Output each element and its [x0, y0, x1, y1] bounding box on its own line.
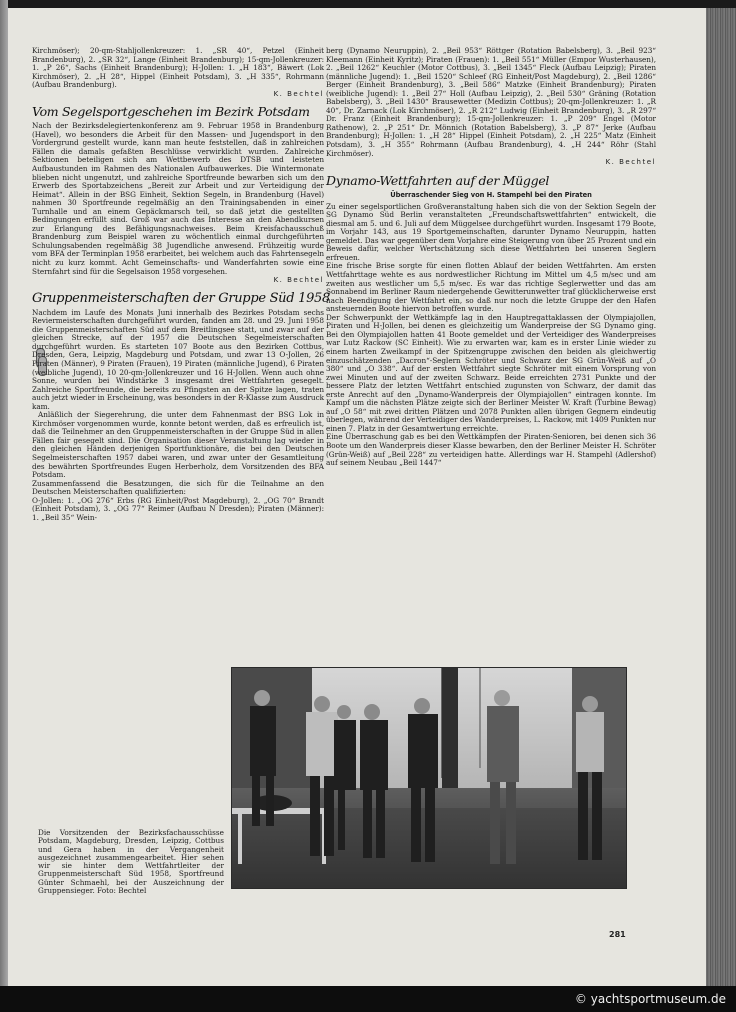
left-column [32, 46, 330, 522]
page-number: 281 [609, 930, 626, 939]
article1-signature: K. Bechtel [273, 276, 324, 285]
watermark: © yachtsportmuseum.de [574, 992, 726, 1006]
article3-para2: Eine frische Brise sorgte für einen flotten Ablauf der beiden Wettfahrten. Am ersten Wettfahrttage wehte es aus nordwestlicher Richtung im Mittel um 4,5 m/sec und am zweiten aus westlicher um 5,5 m/sec. Es war das richtige Seglerwetter und das am Sonnabend im Berliner Raum niedergehende Gewitterunwetter traf glücklicherweise erst nach Beendigung der Wettfahrt ein, so daß nur noch die letzte Gruppe der den Hafen ansteuernden Boote hiervon betroffen wurde. [326, 261, 656, 314]
article3-para3: Der Schwerpunkt der Wettkämpfe lag in den Hauptregattaklassen der Olympiajollen, Piraten und H-Jollen, bei denen es gleichzeitig um Wanderpreise der SG Dynamo ging. Bei den Olympiajollen hatten 41 Boote gemeldet und der Verteidiger des Wanderpreises war Lutz Rackow (SC Einheit). Wie zu erwarten war, kam es in erster Linie wieder zu einem harten Zweikampf in der Spitzengruppe zwischen den beiden als gleichwertig einzuschätzenden „Dacron“-Seglern Schröter und Schwarz der SG Grün-Weiß auf „O 380“ und „O 338“. Auf der ersten Wettfahrt siegte Schröter mit einem Vorsprung von zwei Minuten und auf der zweiten Schwarz. Beide erreichten 2731 Punkte und der bessere Platz der letzten Wettfahrt entschied zugunsten von Schwarz, der damit das erste Anrecht auf den „Dynamo-Wanderpreis der Olympiajollen“ eintragen konnte. Im Kampf um die nächsten Plätze zeigte sich der Berliner Meister W. Kraft (Turbine Bewag) auf „O 58“ mit zwei dritten Plätzen und 2078 Punkten allen übrigen Gegnern eindeutig überlegen, während der Verteidiger des Wanderpreises, L. Rackow, mit 1409 Punkten nur einen 7. Platz in der Gesamtwertung erreichte. [326, 312, 656, 433]
article3-para4: Eine Überraschung gab es bei den Wettkämpfen der Piraten-Senioren, bei denen sich 36 Boote um den Wanderpreis dieser Klasse bewarben, den der Berliner Meister H. Schröter (Grün-Weiß) auf „Beil 228“ zu verteidigen hatte. Allerdings war H. Stampehl (Adlershof) auf seinem Neubau „Beil 1447“ [326, 432, 656, 468]
article3-para1: Zu einer segelsportlichen Großveranstaltung haben sich die von der Sektion Segeln der SG Dynamo Süd Berlin veranstalteten „Freundschaftswettfahrten“ entwickelt, die diesmal am 5. und 6. Juli auf dem Müggelsee durchgeführt wurden. Insgesamt 179 Boote, im Vorjahr 143, aus 19 Sportgemeinschaften, darunter Dynamo Neuruppin, hatten gemeldet. Das war gegenüber dem Vorjahre eine Steigerung von über 25 Prozent und ein Beweis dafür, welcher Wertschätzung sich diese Wettfahrten bei unseren Seglern erfreuen. [326, 201, 656, 262]
intro-signature: K. Bechtel [273, 89, 324, 98]
article2-para2: Anläßlich der Siegerehrung, die unter dem Fahnenmast der BSG Lok in Kirchmöser vorgenommen wurde, konnte betont werden, daß es erfreulich ist, daß die Teilnehmer an den Gruppenmeisterschaften in der Gruppe Süd in allen Fällen fair gesegelt sind. Die Organisation dieser Veranstaltung lag wieder in den gleichen Händen derjenigen Sportfunktionäre, die bei den Deutschen Segelmeisterschaften 1957 dabei waren, und zwar unter der Gesamtleitung des bewährten Sportfreundes Eugen Herberholz, dem Vorsitzenden des BFA Potsdam. [32, 410, 324, 480]
page-stack-edge [706, 8, 736, 988]
right-column [326, 47, 656, 468]
article2-para1: Nachdem im Laufe des Monats Juni innerhalb des Bezirkes Potsdam sechs Reviermeisterschaften durchgeführt wurden, fanden am 28. und 29. Juni 1958 die Gruppenmeisterschaften Süd auf dem Breitlingsee statt, und zwar auf der gleichen Strecke, auf der 1957 die Deutschen Segelmeisterschaften durchgeführt wurden. Es starteten 107 Boote aus den Bezirken Cottbus, Dresden, Gera, Leipzig, Magdeburg und Potsdam, und zwar 13 O-Jollen, 26 Piraten (Männer), 9 Piraten (Frauen), 19 Piraten (männliche Jugend), 6 Piraten (weibliche Jugend), 10 20-qm-Jollenkreuzer und 16 H-Jollen. Wenn auch ohne Sonne, wurden bei Windstärke 3 insgesamt drei Wettfahrten gesegelt. Zahlreiche Sportfreunde, die bereits zu Pfingsten an der Spitze lagen, traten auch jetzt wieder in Erscheinung, was besonders in der R-Klasse zum Ausdruck kam. [32, 307, 324, 411]
article1-heading: Vom Segelsportgeschehen im Bezirk Potsdam [32, 104, 310, 120]
article3-subheading: Überraschender Sieg von H. Stampehl bei den Piraten [390, 190, 592, 199]
article2-heading: Gruppenmeisterschaften der Gruppe Süd 1958 [32, 290, 330, 306]
results-signature: K. Bechtel [605, 158, 656, 167]
article3-heading: Dynamo-Wettfahrten auf der Müggel [326, 172, 550, 188]
article1-body: Nach der Bezirksdelegiertenkonferenz am 9. Februar 1958 in Brandenburg (Havel), wo besonders die Arbeit für den Massen- und Jugendsport in den Vordergrund gestellt wurde, kann man heute feststellen, daß in zahlreichen Fällen die damals gefaßten Beschlüsse verwirklicht wurden. Zahlreiche Sektionen beteiligen sich am Wettbewerb des DTSB und leisteten Aufbaustunden im Rahmen des Nationalen Aufbauwerkes. Die Wintermonate blieben nicht ungenutzt, und zahlreiche Sportfreunde bewarben sich um den Erwerb des Sportabzeichens „Bereit zur Arbeit und zur Verteidigung der Heimat“. Allein in der BSG Einheit, Sektion Segeln, in Brandenburg (Havel) nahmen 30 Sportfreunde regelmäßig an den Trainingsabenden in einer Turnhalle und an einem Gepäckmarsch teil, so daß jetzt die gestellten Bedingungen erfüllt sind. Groß war auch das Interesse an den Abendkursen zur Erlangung des Befähigungsnachweises. Beim Kreisfachausschuß Brandenburg zum Beispiel waren zu wöchentlich einmal durchgeführten Schulungsabenden regelmäßig 38 Jugendliche anwesend. Frühzeitig wurde vom BFA der Terminplan 1958 erarbeitet, bei welchem auch das Fahrtensegeln nicht zu kurz kommt. Acht Gemeinschafts- und Wanderfahrten sowie eine Sternfahrt sind für die Segelsaison 1958 vorgesehen. [32, 121, 324, 276]
intro-paragraph: Kirchmöser); 20-qm-Stahljollenkreuzer: 1. „SR 40“, Petzel (Einheit Brandenburg), 2. „SR 32“, Lange (Einheit Brandenburg); 15-qm-Jollenkreuzer: 1. „P 26“, Sachs (Einheit Brandenburg); H-Jollen: 1. „H 183“, Bäwert (Lok Kirchmöser), 2. „H 28“, Hippel (Einheit Potsdam), 3. „H 335“, Rohrmann (Aufbau Brandenburg). [32, 46, 324, 90]
photo-caption: Die Vorsitzenden der Bezirksfachausschüsse Potsdam, Magdeburg, Dresden, Leipzig, Cottbus und Gera haben in der Vergangenheit ausgezeichnet zusammengearbeitet. Hier sehen wir sie hinter dem Wettfahrtleiter der Gruppenmeisterschaft Süd 1958, Sportfreund Günter Schmaehl, bei der Auszeichnung der Gruppensieger. Foto: Bechtel [38, 828, 224, 896]
results-continued: berg (Dynamo Neuruppin), 2. „Beil 953“ Röttger (Rotation Babelsberg), 3. „Beil 923“ Kleemann (Einheit Kyritz); Piraten (Frauen): 1. „Beil 551“ Müller (Empor Wusterhausen), 2. „Beil 1262“ Keuchler (Motor Cottbus), 3. „Beil 1345“ Fleck (Aufbau Leipzig); Piraten (männliche Jugend): 1. „Beil 1520“ Schleef (RG Einheit/Post Magdeburg), 2. „Beil 1286“ Berger (Einheit Brandenburg), 3. „Beil 586“ Matzke (Einheit Brandenburg); Piraten (weibliche Jugend): 1. „Beil 27“ Holl (Aufbau Leipzig), 2. „Beil 530“ Gräning (Rotation Babelsberg), 3. „Beil 1430“ Brausewetter (Medizin Cottbus); 20-qm-Jollenkreuzer: 1. „R 40“, Dr. Zarnack (Lok Kirchmöser), 2. „R 212“ Ludwig (Einheit Brandenburg), 3. „R 297“ Dr. Franz (Einheit Brandenburg); 15-qm-Jollenkreuzer: 1. „P 209“ Engel (Motor Rathenow), 2. „P 251“ Dr. Mönnich (Rotation Babelsberg), 3. „P 87“ Jerke (Aufbau Brandenburg); H-Jollen: 1. „H 28“ Hippel (Einheit Potsdam), 2. „H 225“ Matz (Einheit Potsdam), 3. „H 355“ Rohrmann (Aufbau Brandenburg), 4. „H 244“ Röhr (Stahl Kirchmöser). [326, 46, 656, 158]
article2-para4: O-Jollen: 1. „OG 276“ Erbs (RG Einheit/Post Magdeburg), 2. „OG 70“ Brandt (Einheit Potsdam), 3. „OG 77“ Reimer (Aufbau N Dresden); Piraten (Männer): 1. „Beil 35“ Wein- [32, 495, 324, 522]
group-photo [231, 667, 627, 889]
book-spine [0, 0, 8, 1012]
article2-para3: Zusammenfassend die Besatzungen, die sich für die Teilnahme an den Deutschen Meisterschaften qualifizierten: [32, 478, 324, 497]
